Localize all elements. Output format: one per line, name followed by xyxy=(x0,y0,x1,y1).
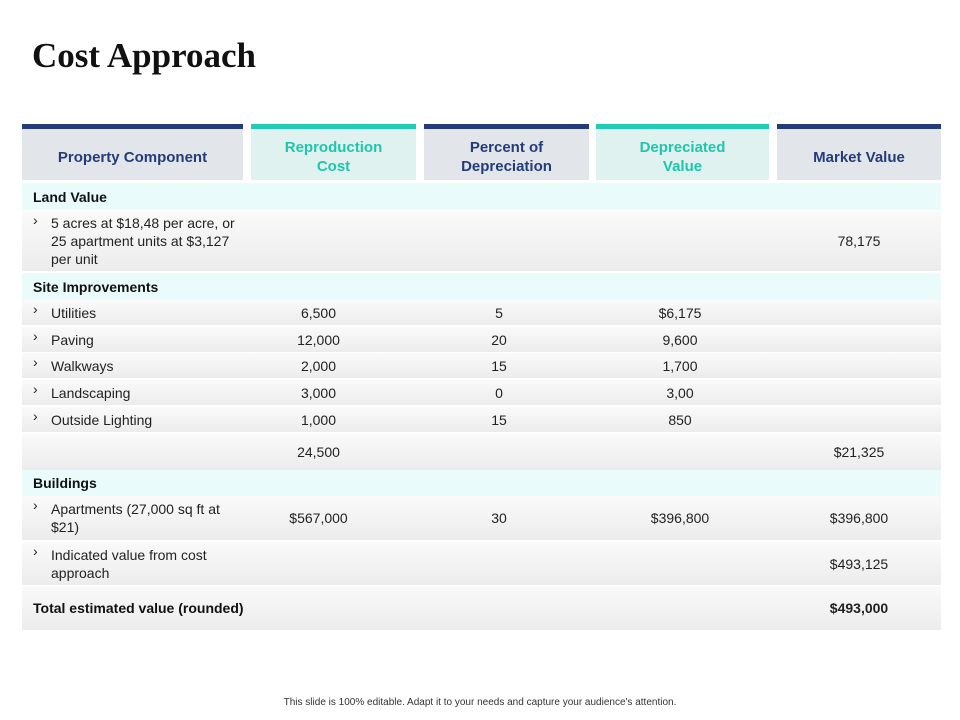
percent-cell: 5 xyxy=(495,304,503,321)
table-row xyxy=(22,300,941,325)
market-cell: 78,175 xyxy=(837,233,881,249)
table-row xyxy=(22,327,941,352)
row-label-text: Apartments (27,000 sq ft at $21) xyxy=(51,501,220,535)
row-label-text: Land Value xyxy=(33,188,107,205)
reproduction-cell: 3,000 xyxy=(300,384,337,401)
percent-cell: 20 xyxy=(491,331,507,348)
market-cell: $396,800 xyxy=(829,510,889,526)
header-reproduction-cost-label: Reproduction Cost xyxy=(284,139,383,175)
header-reproduction-cost xyxy=(251,124,416,180)
header-market-value xyxy=(777,124,941,180)
table-row xyxy=(22,407,941,432)
row-label-text: Indicated value from cost approach xyxy=(51,546,207,581)
percent-cell: 0 xyxy=(495,384,503,401)
percent-cell: 30 xyxy=(491,510,507,526)
row-label-text: Site Improvements xyxy=(33,278,159,295)
depreciated-cell: 850 xyxy=(668,411,692,428)
market-cell: $493,000 xyxy=(829,600,889,616)
table-row xyxy=(22,380,941,405)
bullet-chevron-icon: › xyxy=(33,543,38,559)
footer-note: This slide is 100% editable. Adapt it to your needs and capture your audience's attention. xyxy=(283,697,677,708)
row-label-text: Walkways xyxy=(51,357,114,374)
market-cell: $21,325 xyxy=(833,444,885,460)
row-label xyxy=(22,380,244,405)
market-cell: $493,125 xyxy=(829,555,889,572)
header-property-component xyxy=(22,124,243,180)
header-market-value-label: Market Value xyxy=(813,148,905,166)
row-label xyxy=(22,407,244,432)
row-label xyxy=(22,300,244,325)
reproduction-cell: 6,500 xyxy=(300,304,337,321)
row-label xyxy=(22,211,244,271)
row-label-text: Landscaping xyxy=(51,384,131,401)
row-label xyxy=(22,470,244,496)
header-percent-of-depreciation xyxy=(424,124,589,180)
row-label-text: 5 acres at $18,48 per acre, or 25 apartment units at $3,127 per unit xyxy=(51,215,235,267)
percent-cell: 15 xyxy=(491,411,507,428)
row-label-text: Outside Lighting xyxy=(51,411,153,428)
row-label-text: Paving xyxy=(51,331,94,348)
row-label xyxy=(22,353,244,378)
bullet-chevron-icon: › xyxy=(33,408,38,424)
section-row xyxy=(22,183,941,210)
table-row xyxy=(22,353,941,378)
section-row xyxy=(22,273,941,300)
row-label-text: Utilities xyxy=(51,304,97,321)
header-percent-of-depreciation-label: Percent of Depreciation xyxy=(461,139,552,175)
bullet-chevron-icon: › xyxy=(33,301,38,317)
row-label xyxy=(22,327,244,352)
total-row xyxy=(22,586,941,630)
row-label xyxy=(22,586,244,630)
page-title: Cost Approach xyxy=(32,36,256,75)
row-label xyxy=(22,183,244,210)
table-row xyxy=(22,542,941,585)
row-label xyxy=(22,434,244,470)
header-depreciated-value xyxy=(596,124,769,180)
reproduction-cell: 2,000 xyxy=(300,357,337,374)
reproduction-cell: 24,500 xyxy=(297,444,340,460)
table-header xyxy=(0,124,960,180)
reproduction-cell: 12,000 xyxy=(297,331,340,348)
subtotal-row xyxy=(22,434,941,470)
row-label xyxy=(22,273,244,300)
reproduction-cell: $567,000 xyxy=(289,510,348,526)
bullet-chevron-icon: › xyxy=(33,328,38,344)
bullet-chevron-icon: › xyxy=(33,381,38,397)
bullet-chevron-icon: › xyxy=(33,497,38,513)
bullet-chevron-icon: › xyxy=(33,212,38,228)
percent-cell: 15 xyxy=(491,357,507,374)
depreciated-cell: 3,00 xyxy=(666,384,694,401)
depreciated-cell: $396,800 xyxy=(650,510,710,526)
header-property-component-label: Property Component xyxy=(57,148,208,166)
depreciated-cell: 1,700 xyxy=(662,357,698,374)
section-row xyxy=(22,470,941,496)
table-row xyxy=(22,496,941,540)
reproduction-cell: 1,000 xyxy=(300,411,337,428)
row-label xyxy=(22,542,244,585)
table-row xyxy=(22,211,941,271)
row-label-text: Total estimated value (rounded) xyxy=(33,600,244,616)
header-depreciated-value-label: Depreciated Value xyxy=(639,139,726,175)
row-label xyxy=(22,496,244,540)
depreciated-cell: 9,600 xyxy=(662,331,698,348)
depreciated-cell: $6,175 xyxy=(658,304,702,321)
bullet-chevron-icon: › xyxy=(33,354,38,370)
row-label-text: Buildings xyxy=(33,475,97,491)
